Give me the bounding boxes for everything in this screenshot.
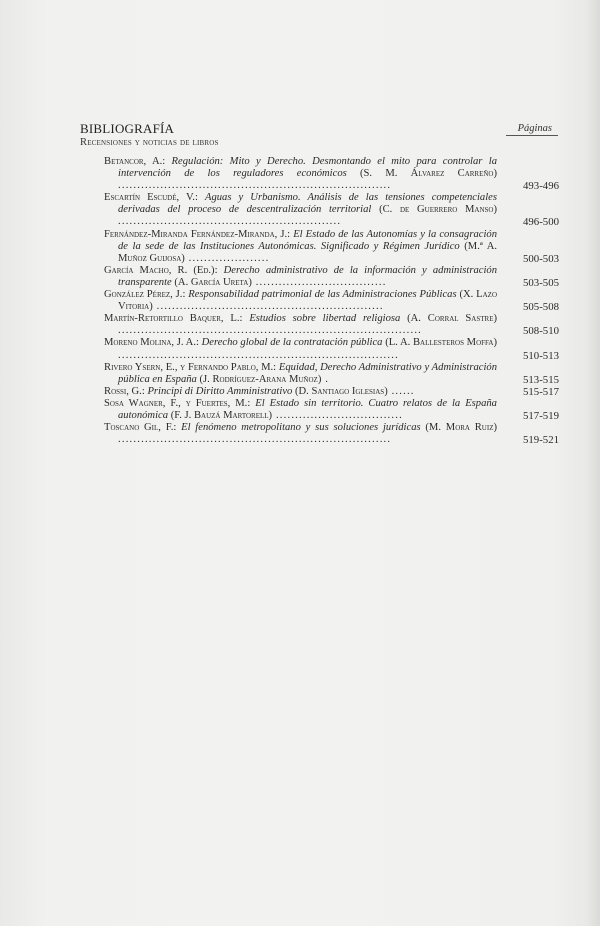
entry-reviewer: (A. Corral Sastre)	[407, 313, 497, 325]
entry-leader-dots: .....................	[184, 252, 270, 264]
section-title: BIBLIOGRAFÍA	[80, 121, 175, 136]
bibliography-entry	[104, 156, 559, 192]
entry-reviewer: (D. Santiago Iglesias)	[294, 385, 388, 397]
entry-title: Estudios sobre libertad religiosa	[249, 313, 401, 325]
entry-author: Escartín Escudé, V.:	[104, 192, 198, 204]
entry-title: El fenómeno metropolitano y sus soluciones jurídicas	[181, 422, 421, 434]
entry-title: Aguas y Urbanismo. Análisis de las tensiones competenciales derivadas del proceso de descentralización territorial	[118, 192, 497, 216]
entry-leader-dots: ...........................................................	[152, 301, 384, 313]
entry-reviewer: (M.ª A. Muñoz Guijosa)	[118, 240, 497, 264]
entry-pages: 500-503	[523, 252, 559, 265]
entry-author: Betancor, A.:	[104, 156, 166, 167]
pages-column-heading: Páginas	[506, 123, 558, 136]
bibliography-entry	[104, 289, 559, 313]
entry-pages: 505-508	[523, 301, 559, 314]
entry-author: Fernández-Miranda Fernández-Miranda, J.:	[104, 228, 291, 240]
entry-leader-dots: .......................................................................	[118, 180, 392, 192]
entry-leader-dots: ..........................................................	[118, 216, 342, 228]
entry-title: Principi di Diritto Amministrativo	[147, 385, 293, 397]
entry-title: El Estado sin territorio. Cuatro relatos de la España autonómica	[118, 397, 497, 421]
entry-pages: 515-517	[523, 385, 559, 398]
entry-reviewer: (S. M. Álvarez Carreño)	[360, 168, 497, 180]
entry-leader-dots: .......................................................................	[118, 434, 392, 446]
entry-reviewer: (A. García Ureta)	[174, 276, 252, 288]
entry-reviewer: (J. Rodríguez-Arana Muñoz)	[199, 373, 322, 385]
entry-author: González Pérez, J.:	[104, 289, 186, 301]
bibliography-entry	[104, 265, 559, 289]
entry-pages: 519-521	[523, 434, 559, 447]
entry-reviewer: (L. A. Ballesteros Moffa)	[385, 337, 497, 349]
entry-reviewer: (M. Mora Ruiz)	[425, 422, 497, 434]
entry-pages: 508-510	[523, 325, 559, 338]
bibliography-entry	[104, 386, 559, 398]
entry-leader-dots: ......	[387, 385, 415, 397]
bibliography-entry	[104, 337, 559, 361]
entry-leader-dots: ...............................................................................	[118, 325, 423, 337]
section-subtitle: Recensiones y noticias de libros	[80, 137, 219, 148]
entry-title: Responsabilidad patrimonial de las Administraciones Públicas	[188, 289, 457, 301]
entry-pages: 493-496	[523, 180, 559, 193]
entry-pages: 510-513	[523, 349, 559, 362]
entry-author: Sosa Wagner, F., y Fuertes, M.:	[104, 397, 251, 409]
entry-reviewer: (F. J. Bauzá Martorell)	[170, 409, 273, 421]
entry-pages: 513-515	[523, 373, 559, 386]
entry-author: Toscano Gil, F.:	[104, 422, 177, 434]
entry-author: García Macho, R. (Ed.):	[104, 264, 218, 276]
bibliography-entry	[104, 313, 559, 337]
bibliography-list	[104, 156, 559, 446]
entry-leader-dots: .	[321, 373, 330, 385]
entry-title: Equidad, Derecho Administrativo y Administración pública en España	[118, 361, 498, 385]
entry-author: Rivero Ysern, E., y Fernando Pablo, M.:	[104, 361, 277, 373]
bibliography-entry	[104, 398, 559, 422]
entry-leader-dots: ..................................	[251, 276, 387, 288]
bibliography-entry	[104, 192, 559, 228]
bibliography-entry	[104, 362, 559, 386]
entry-pages: 503-505	[523, 276, 559, 289]
entry-author: Moreno Molina, J. A.:	[104, 337, 199, 349]
entry-title: Derecho global de la contratación pública	[201, 337, 383, 349]
entry-pages: 517-519	[523, 409, 559, 422]
entry-title: Derecho administrativo de la información y administración transparente	[118, 264, 498, 288]
entry-leader-dots: .........................................................................	[118, 349, 399, 361]
entry-pages: 496-500	[523, 216, 559, 229]
entry-reviewer: (X. Lazo Vitoria)	[118, 289, 497, 313]
entry-leader-dots: .................................	[272, 409, 403, 421]
entry-reviewer: (C. de Guerrero Manso)	[379, 204, 497, 216]
entry-title: Regulación: Mito y Derecho. Desmontando el mito para controlar la intervención de los reguladores económicos	[118, 156, 497, 180]
entry-title: El Estado de las Autonomías y la consagración de la sede de las Instituciones Autonómicas. Significado y Régimen Jurídico	[118, 228, 498, 252]
bibliography-entry	[104, 229, 559, 265]
entry-author: Rossi, G.:	[104, 385, 145, 397]
entry-author: Martín-Retortillo Baquer, L.:	[104, 313, 243, 325]
bibliography-entry	[104, 422, 559, 446]
page-edge-shadow	[586, 0, 600, 926]
section-header	[80, 121, 558, 161]
